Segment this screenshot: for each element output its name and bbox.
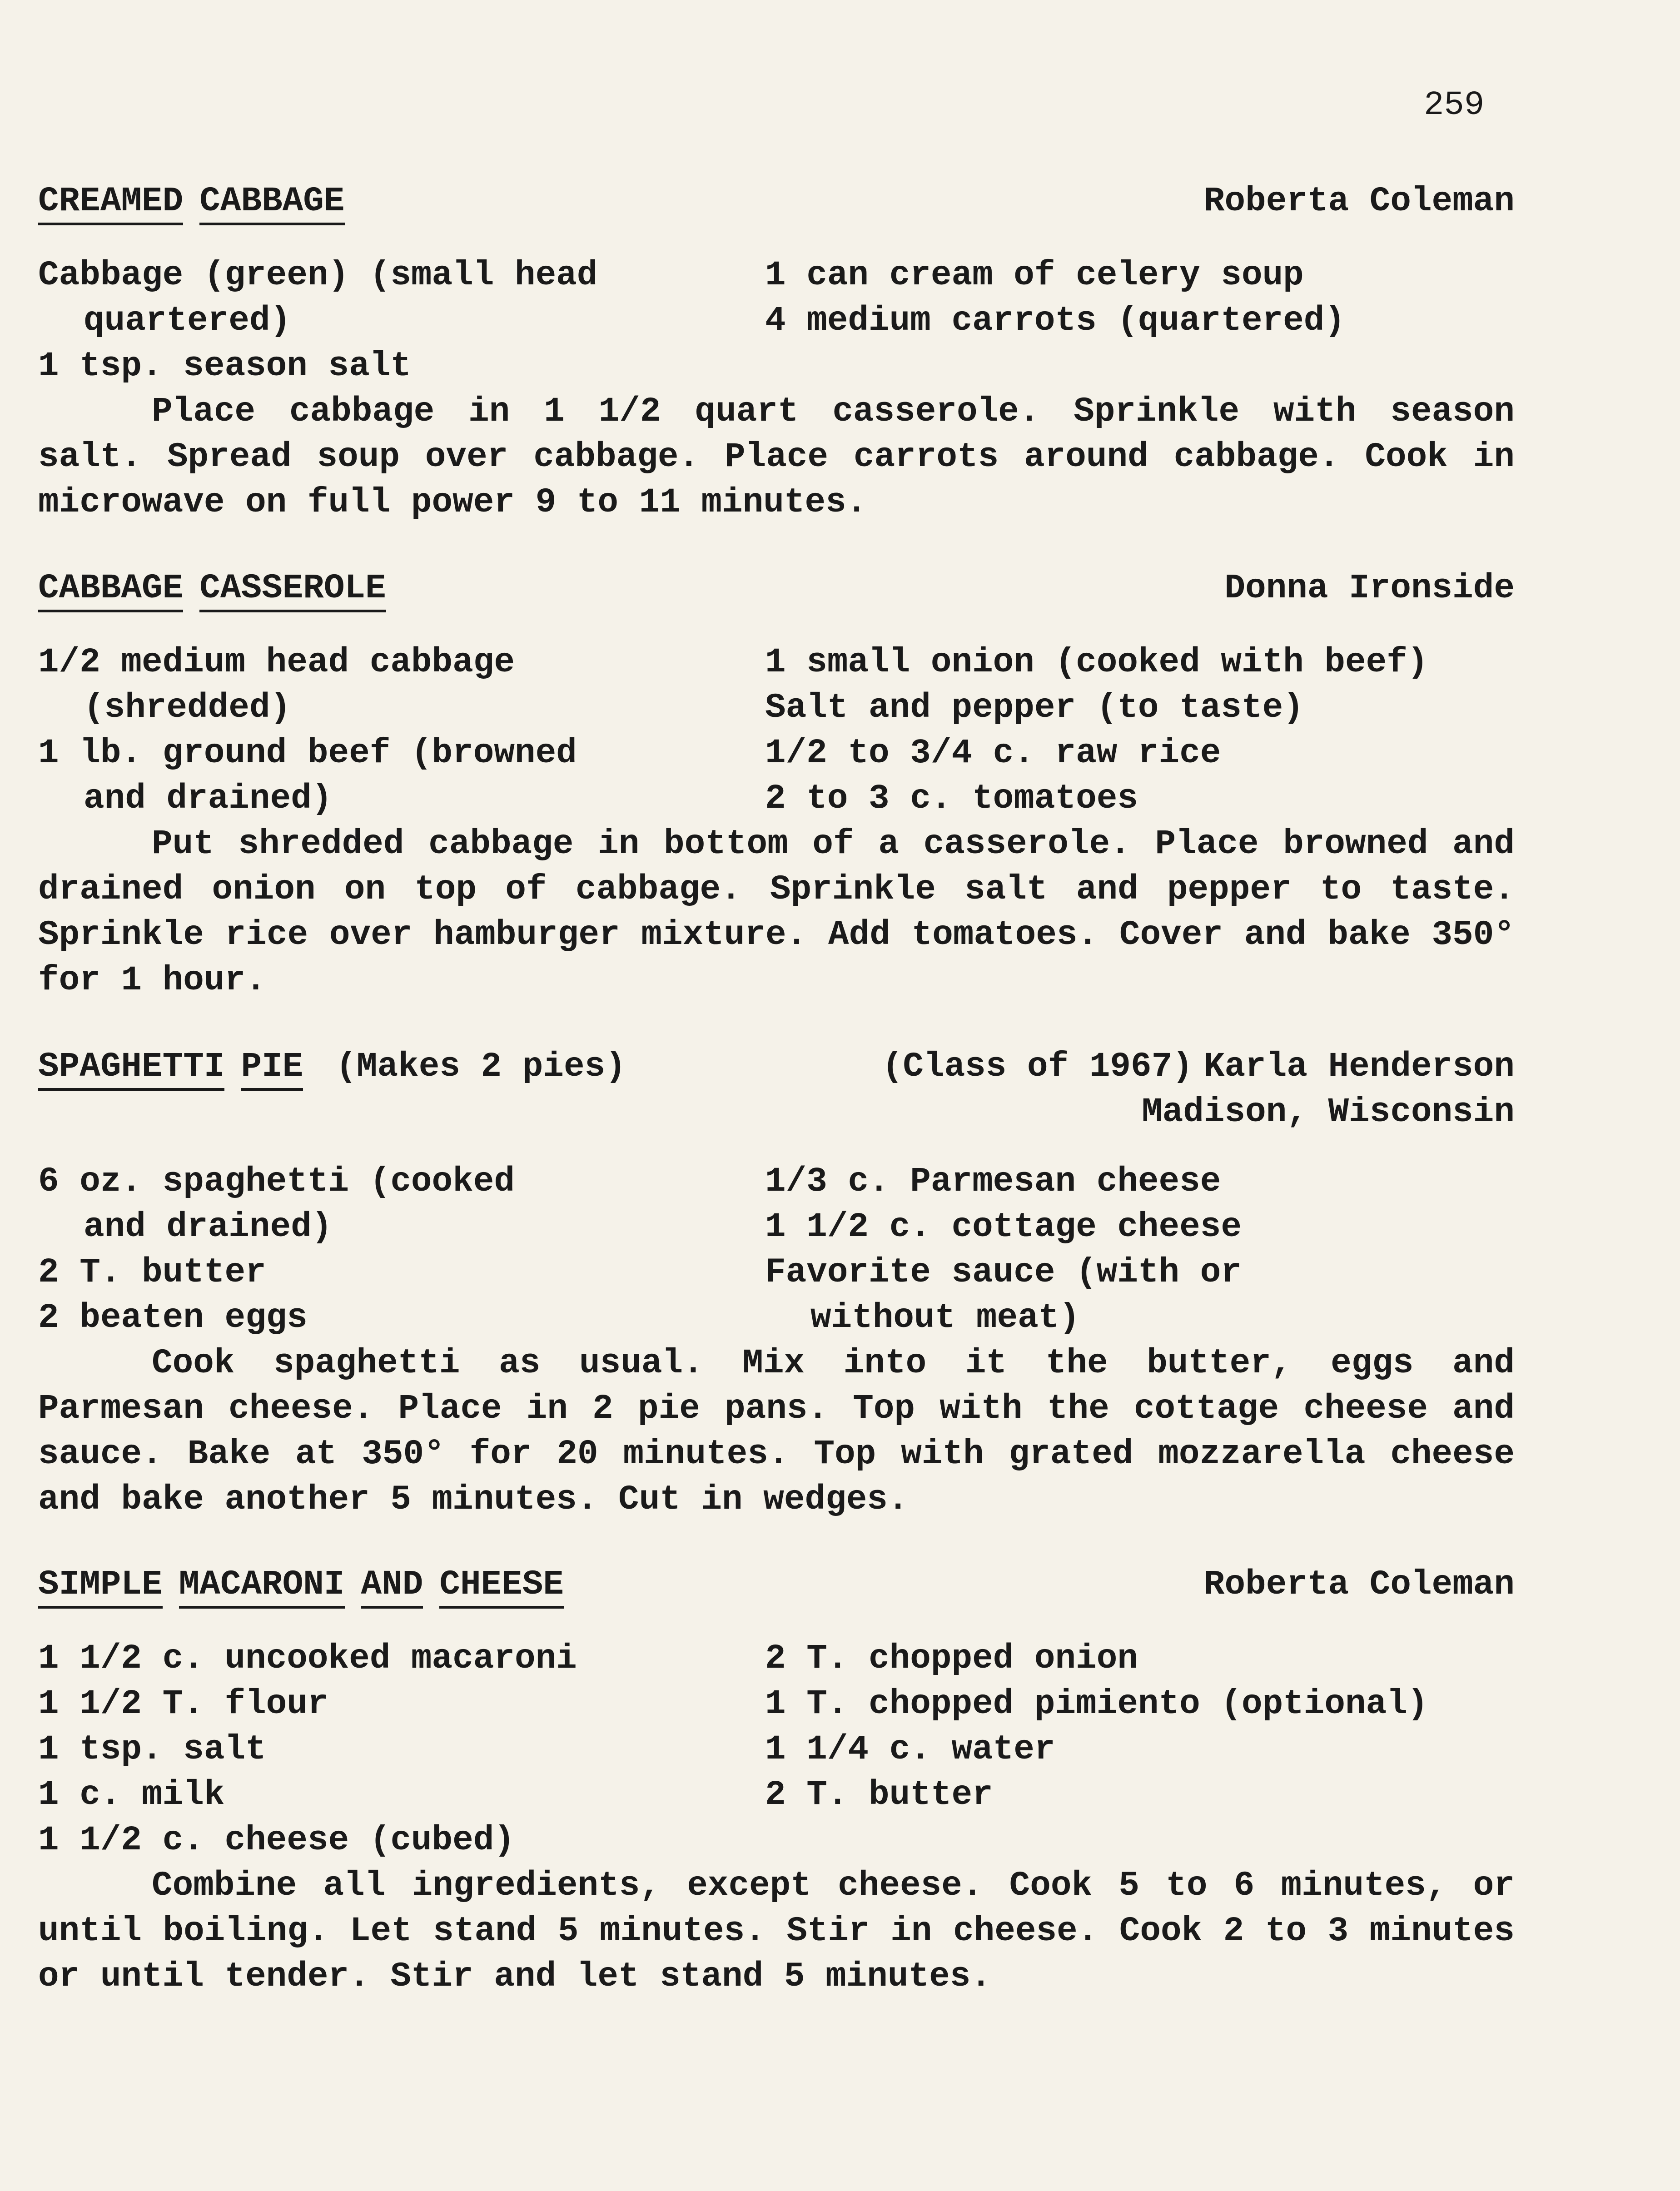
recipe-simple-macaroni-and-cheese bbox=[38, 1565, 1515, 1999]
ingredient: without meat) bbox=[810, 1298, 1080, 1337]
ingredients-left bbox=[38, 253, 756, 389]
ingredients-left bbox=[38, 640, 756, 821]
title-word: CABBAGE bbox=[38, 569, 183, 612]
recipe-title bbox=[38, 1047, 626, 1086]
recipe-author: Karla Henderson bbox=[1203, 1047, 1515, 1086]
title-word: CASSEROLE bbox=[199, 569, 386, 612]
title-word: AND bbox=[361, 1565, 423, 1609]
ingredient: and drained) bbox=[84, 779, 333, 818]
ingredient: 1/2 to 3/4 c. raw rice bbox=[765, 734, 1221, 773]
ingredient: 1 1/2 c. cottage cheese bbox=[765, 1207, 1242, 1247]
ingredient: 1 1/4 c. water bbox=[765, 1730, 1055, 1769]
directions: Cook spaghetti as usual. Mix into it the butter, eggs and Parmesan cheese. Place in 2 pie pans. Top with the cottage cheese and sauce. Bake at 350° for 20 minutes. Top with grated mozzarella cheese and bake another 5 minutes. Cut in wedges. bbox=[38, 1344, 1515, 1519]
ingredient: 2 T. butter bbox=[765, 1775, 993, 1814]
ingredient: and drained) bbox=[84, 1207, 333, 1247]
ingredient: 1 1/2 c. uncooked macaroni bbox=[38, 1639, 577, 1678]
ingredient: 1 can cream of celery soup bbox=[765, 256, 1304, 295]
author-location: Madison, Wisconsin bbox=[1142, 1093, 1515, 1132]
ingredient: Cabbage (green) (small head bbox=[38, 256, 598, 295]
ingredient: 1 1/2 T. flour bbox=[38, 1684, 328, 1724]
title-word: CABBAGE bbox=[199, 182, 344, 225]
ingredient: 6 oz. spaghetti (cooked bbox=[38, 1162, 515, 1201]
ingredients bbox=[38, 1159, 1515, 1341]
ingredient: 1 1/2 c. cheese (cubed) bbox=[38, 1821, 515, 1860]
ingredient: 1/3 c. Parmesan cheese bbox=[765, 1162, 1221, 1201]
ingredient: 2 to 3 c. tomatoes bbox=[765, 779, 1138, 818]
title-word: CHEESE bbox=[439, 1565, 564, 1609]
ingredient: 1 tsp. season salt bbox=[38, 347, 411, 386]
ingredients-left bbox=[38, 1159, 756, 1341]
ingredient: Favorite sauce (with or bbox=[765, 1253, 1242, 1292]
recipe-header bbox=[38, 569, 1515, 619]
ingredient: 1 c. milk bbox=[38, 1775, 225, 1814]
title-word: PIE bbox=[241, 1047, 303, 1091]
title-word: SIMPLE bbox=[38, 1565, 163, 1609]
recipe-creamed-cabbage bbox=[38, 182, 1515, 525]
recipe-author: Donna Ironside bbox=[1224, 569, 1515, 608]
recipe-header bbox=[38, 1047, 1515, 1143]
recipe-author-line bbox=[882, 1047, 1515, 1086]
recipe-title bbox=[38, 1565, 580, 1604]
ingredients-right bbox=[765, 253, 1515, 343]
recipe-header bbox=[38, 1565, 1515, 1615]
recipe-cabbage-casserole bbox=[38, 569, 1515, 1003]
ingredients bbox=[38, 253, 1515, 389]
ingredient: 2 T. butter bbox=[38, 1253, 266, 1292]
author-class: (Class of 1967) bbox=[882, 1047, 1193, 1086]
ingredient: quartered) bbox=[84, 301, 291, 340]
ingredient: 1 T. chopped pimiento (optional) bbox=[765, 1684, 1428, 1724]
page-number: 259 bbox=[1424, 86, 1485, 124]
recipe-author: Roberta Coleman bbox=[1203, 1565, 1515, 1604]
ingredient: 1/2 medium head cabbage bbox=[38, 643, 515, 682]
title-word: CREAMED bbox=[38, 182, 183, 225]
ingredients-left bbox=[38, 1636, 756, 1863]
title-word: SPAGHETTI bbox=[38, 1047, 224, 1091]
recipe-title bbox=[38, 569, 403, 608]
ingredients-right bbox=[765, 1636, 1515, 1818]
recipe-yield: (Makes 2 pies) bbox=[336, 1047, 626, 1086]
recipe-title bbox=[38, 182, 361, 221]
directions: Combine all ingredients, except cheese. Cook 5 to 6 minutes, or until boiling. Let stand 5 minutes. Stir in cheese. Cook 2 to 3 minutes or until tender. Stir and let stand 5 minutes. bbox=[38, 1866, 1515, 1996]
ingredient: (shredded) bbox=[84, 688, 291, 727]
ingredient: 2 T. chopped onion bbox=[765, 1639, 1138, 1678]
ingredient: 1 small onion (cooked with beef) bbox=[765, 643, 1428, 682]
ingredient: Salt and pepper (to taste) bbox=[765, 688, 1304, 727]
ingredients bbox=[38, 1636, 1515, 1863]
recipe-header bbox=[38, 182, 1515, 232]
ingredient: 2 beaten eggs bbox=[38, 1298, 308, 1337]
ingredient: 1 tsp. salt bbox=[38, 1730, 266, 1769]
recipe-spaghetti-pie bbox=[38, 1047, 1515, 1522]
recipe-author: Roberta Coleman bbox=[1203, 182, 1515, 221]
ingredients bbox=[38, 640, 1515, 821]
ingredient: 4 medium carrots (quartered) bbox=[765, 301, 1346, 340]
ingredients-right bbox=[765, 640, 1515, 821]
directions: Place cabbage in 1 1/2 quart casserole. Sprinkle with season salt. Spread soup over cabbage. Place carrots around cabbage. Cook in microwave on full power 9 to 11 minutes. bbox=[38, 392, 1515, 522]
directions: Put shredded cabbage in bottom of a casserole. Place browned and drained onion on top of cabbage. Sprinkle salt and pepper to taste. Sprinkle rice over hamburger mixture. Add tomatoes. Cover and bake 350° for 1 hour. bbox=[38, 825, 1515, 1000]
title-word: MACARONI bbox=[179, 1565, 345, 1609]
ingredient: 1 lb. ground beef (browned bbox=[38, 734, 577, 773]
ingredients-right bbox=[765, 1159, 1515, 1341]
